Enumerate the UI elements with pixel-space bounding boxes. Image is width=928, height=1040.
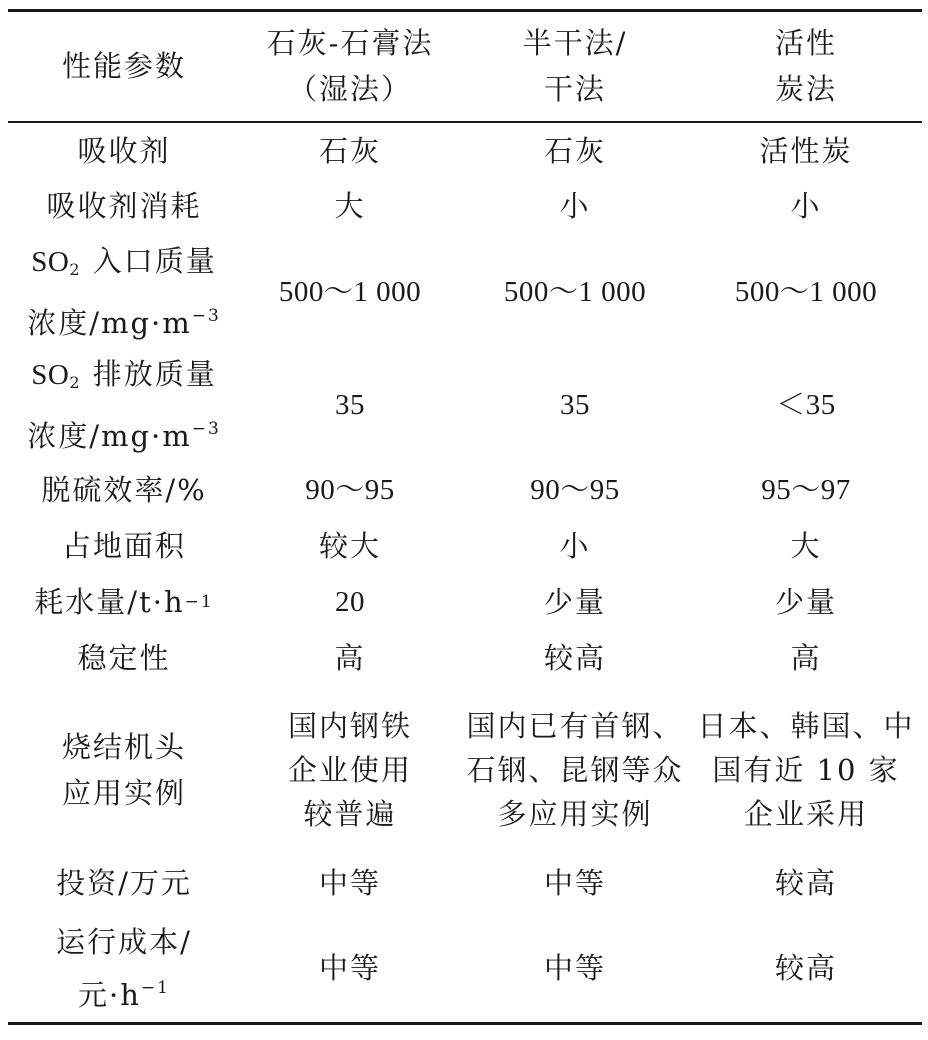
- value-water-limestone: 20: [335, 586, 365, 618]
- value-running-cost-carbon: 较高: [774, 951, 837, 985]
- table-row-stability: [8, 630, 922, 686]
- header-col-carbon-line1: 活性: [774, 26, 837, 60]
- value-so2-outlet-carbon: ＜35: [776, 389, 836, 421]
- label-consumption: 吸收剂消耗: [46, 189, 202, 223]
- header-rule: [8, 121, 922, 123]
- table-row-running-cost: [8, 918, 922, 1018]
- label-so2-inlet-line2: 浓度$/mg\cdot m^{-3}$: [27, 306, 221, 340]
- value-investment-carbon: 较高: [774, 866, 837, 900]
- value-area-limestone: 较大: [318, 529, 381, 563]
- value-running-cost-limestone: 中等: [318, 951, 381, 985]
- table-row-consumption: [8, 178, 922, 234]
- value-examples-limestone: [240, 698, 460, 842]
- value-investment-semidry: 中等: [543, 866, 606, 900]
- header-col-limestone-line1: 石灰-石膏法: [266, 26, 434, 60]
- label-area: 占地面积: [61, 529, 186, 563]
- label-investment: 投资/万元: [56, 866, 192, 900]
- value-examples-limestone-line3: 较普遍: [303, 797, 397, 831]
- value-consumption-carbon: 小: [790, 189, 822, 223]
- header-col-semidry-line2: 干法: [543, 72, 606, 106]
- table-row-area: [8, 518, 922, 574]
- label-examples: [8, 698, 240, 842]
- table-row-absorbent: [8, 125, 922, 177]
- header-col-semidry-line1: 半干法/: [522, 26, 628, 60]
- label-so2-outlet: [8, 356, 240, 454]
- value-absorbent-limestone: 石灰: [318, 134, 381, 168]
- value-water-semidry: 少量: [543, 585, 606, 619]
- value-examples-carbon: [690, 698, 922, 842]
- value-examples-carbon-line3: 企业采用: [743, 797, 868, 831]
- header-row: [8, 12, 922, 120]
- label-running-cost-line1: 运行成本/: [56, 924, 192, 959]
- label-running-cost: [8, 918, 240, 1018]
- bottom-rule: [8, 1022, 922, 1025]
- label-stability: 稳定性: [77, 641, 171, 675]
- label-so2-inlet-line1: $SO_2$ 入口质量: [31, 244, 217, 279]
- table-row-examples: [8, 698, 922, 842]
- label-so2-outlet-line1: $SO_2$ 排放质量: [31, 357, 217, 392]
- value-area-carbon: 大: [790, 529, 822, 563]
- value-examples-semidry-line3: 多应用实例: [497, 797, 653, 831]
- value-examples-limestone-line1: 国内钢铁: [287, 709, 412, 743]
- label-examples-line1: 烧结机头: [61, 730, 186, 764]
- value-examples-carbon-line2: 国有近 10 家: [712, 753, 900, 787]
- label-so2-outlet-line2: 浓度$/mg\cdot m^{-3}$: [27, 419, 221, 453]
- label-examples-line2: 应用实例: [61, 776, 186, 810]
- label-efficiency: 脱硫效率/%: [41, 473, 207, 507]
- table-row-so2-outlet: [8, 356, 922, 454]
- value-stability-semidry: 较高: [543, 641, 606, 675]
- value-so2-inlet-limestone: 500～1 000: [278, 276, 422, 308]
- value-efficiency-limestone: 90～95: [305, 474, 395, 506]
- value-absorbent-semidry: 石灰: [543, 134, 606, 168]
- value-examples-semidry-line1: 国内已有首钢、: [466, 709, 684, 743]
- label-absorbent: 吸收剂: [77, 134, 171, 168]
- header-param: 性能参数: [61, 49, 186, 83]
- value-so2-outlet-semidry: 35: [560, 389, 590, 421]
- value-examples-carbon-line1: 日本、韩国、中: [697, 709, 915, 743]
- value-so2-outlet-limestone: 35: [335, 389, 365, 421]
- label-so2-inlet: [8, 243, 240, 341]
- value-investment-limestone: 中等: [318, 866, 381, 900]
- table-row-efficiency: [8, 462, 922, 518]
- value-examples-semidry: [460, 698, 690, 842]
- value-examples-limestone-line2: 企业使用: [287, 753, 412, 787]
- table-row-so2-inlet: [8, 243, 922, 341]
- value-consumption-semidry: 小: [559, 189, 591, 223]
- value-so2-inlet-carbon: 500～1 000: [734, 276, 878, 308]
- value-area-semidry: 小: [559, 529, 591, 563]
- value-consumption-limestone: 大: [334, 189, 366, 223]
- value-efficiency-carbon: 95～97: [761, 474, 851, 506]
- label-running-cost-line2: 元$\cdot h^{-1}$: [78, 977, 170, 1012]
- table-row-investment: [8, 855, 922, 911]
- header-col-carbon: [690, 12, 922, 120]
- value-absorbent-carbon: 活性炭: [759, 134, 853, 168]
- value-examples-semidry-line2: 石钢、昆钢等众: [466, 753, 684, 787]
- value-running-cost-semidry: 中等: [543, 951, 606, 985]
- value-stability-limestone: 高: [334, 641, 366, 675]
- header-col-limestone-line2: （湿法）: [287, 72, 412, 106]
- value-so2-inlet-semidry: 500～1 000: [503, 276, 647, 308]
- value-efficiency-semidry: 90～95: [530, 474, 620, 506]
- table-row-water: [8, 574, 922, 630]
- value-stability-carbon: 高: [790, 641, 822, 675]
- value-water-carbon: 少量: [774, 585, 837, 619]
- header-col-carbon-line2: 炭法: [774, 72, 837, 106]
- header-col-limestone: [240, 12, 460, 120]
- header-col-semidry: [460, 12, 690, 120]
- label-water: 耗水量/t·h −1: [34, 585, 214, 619]
